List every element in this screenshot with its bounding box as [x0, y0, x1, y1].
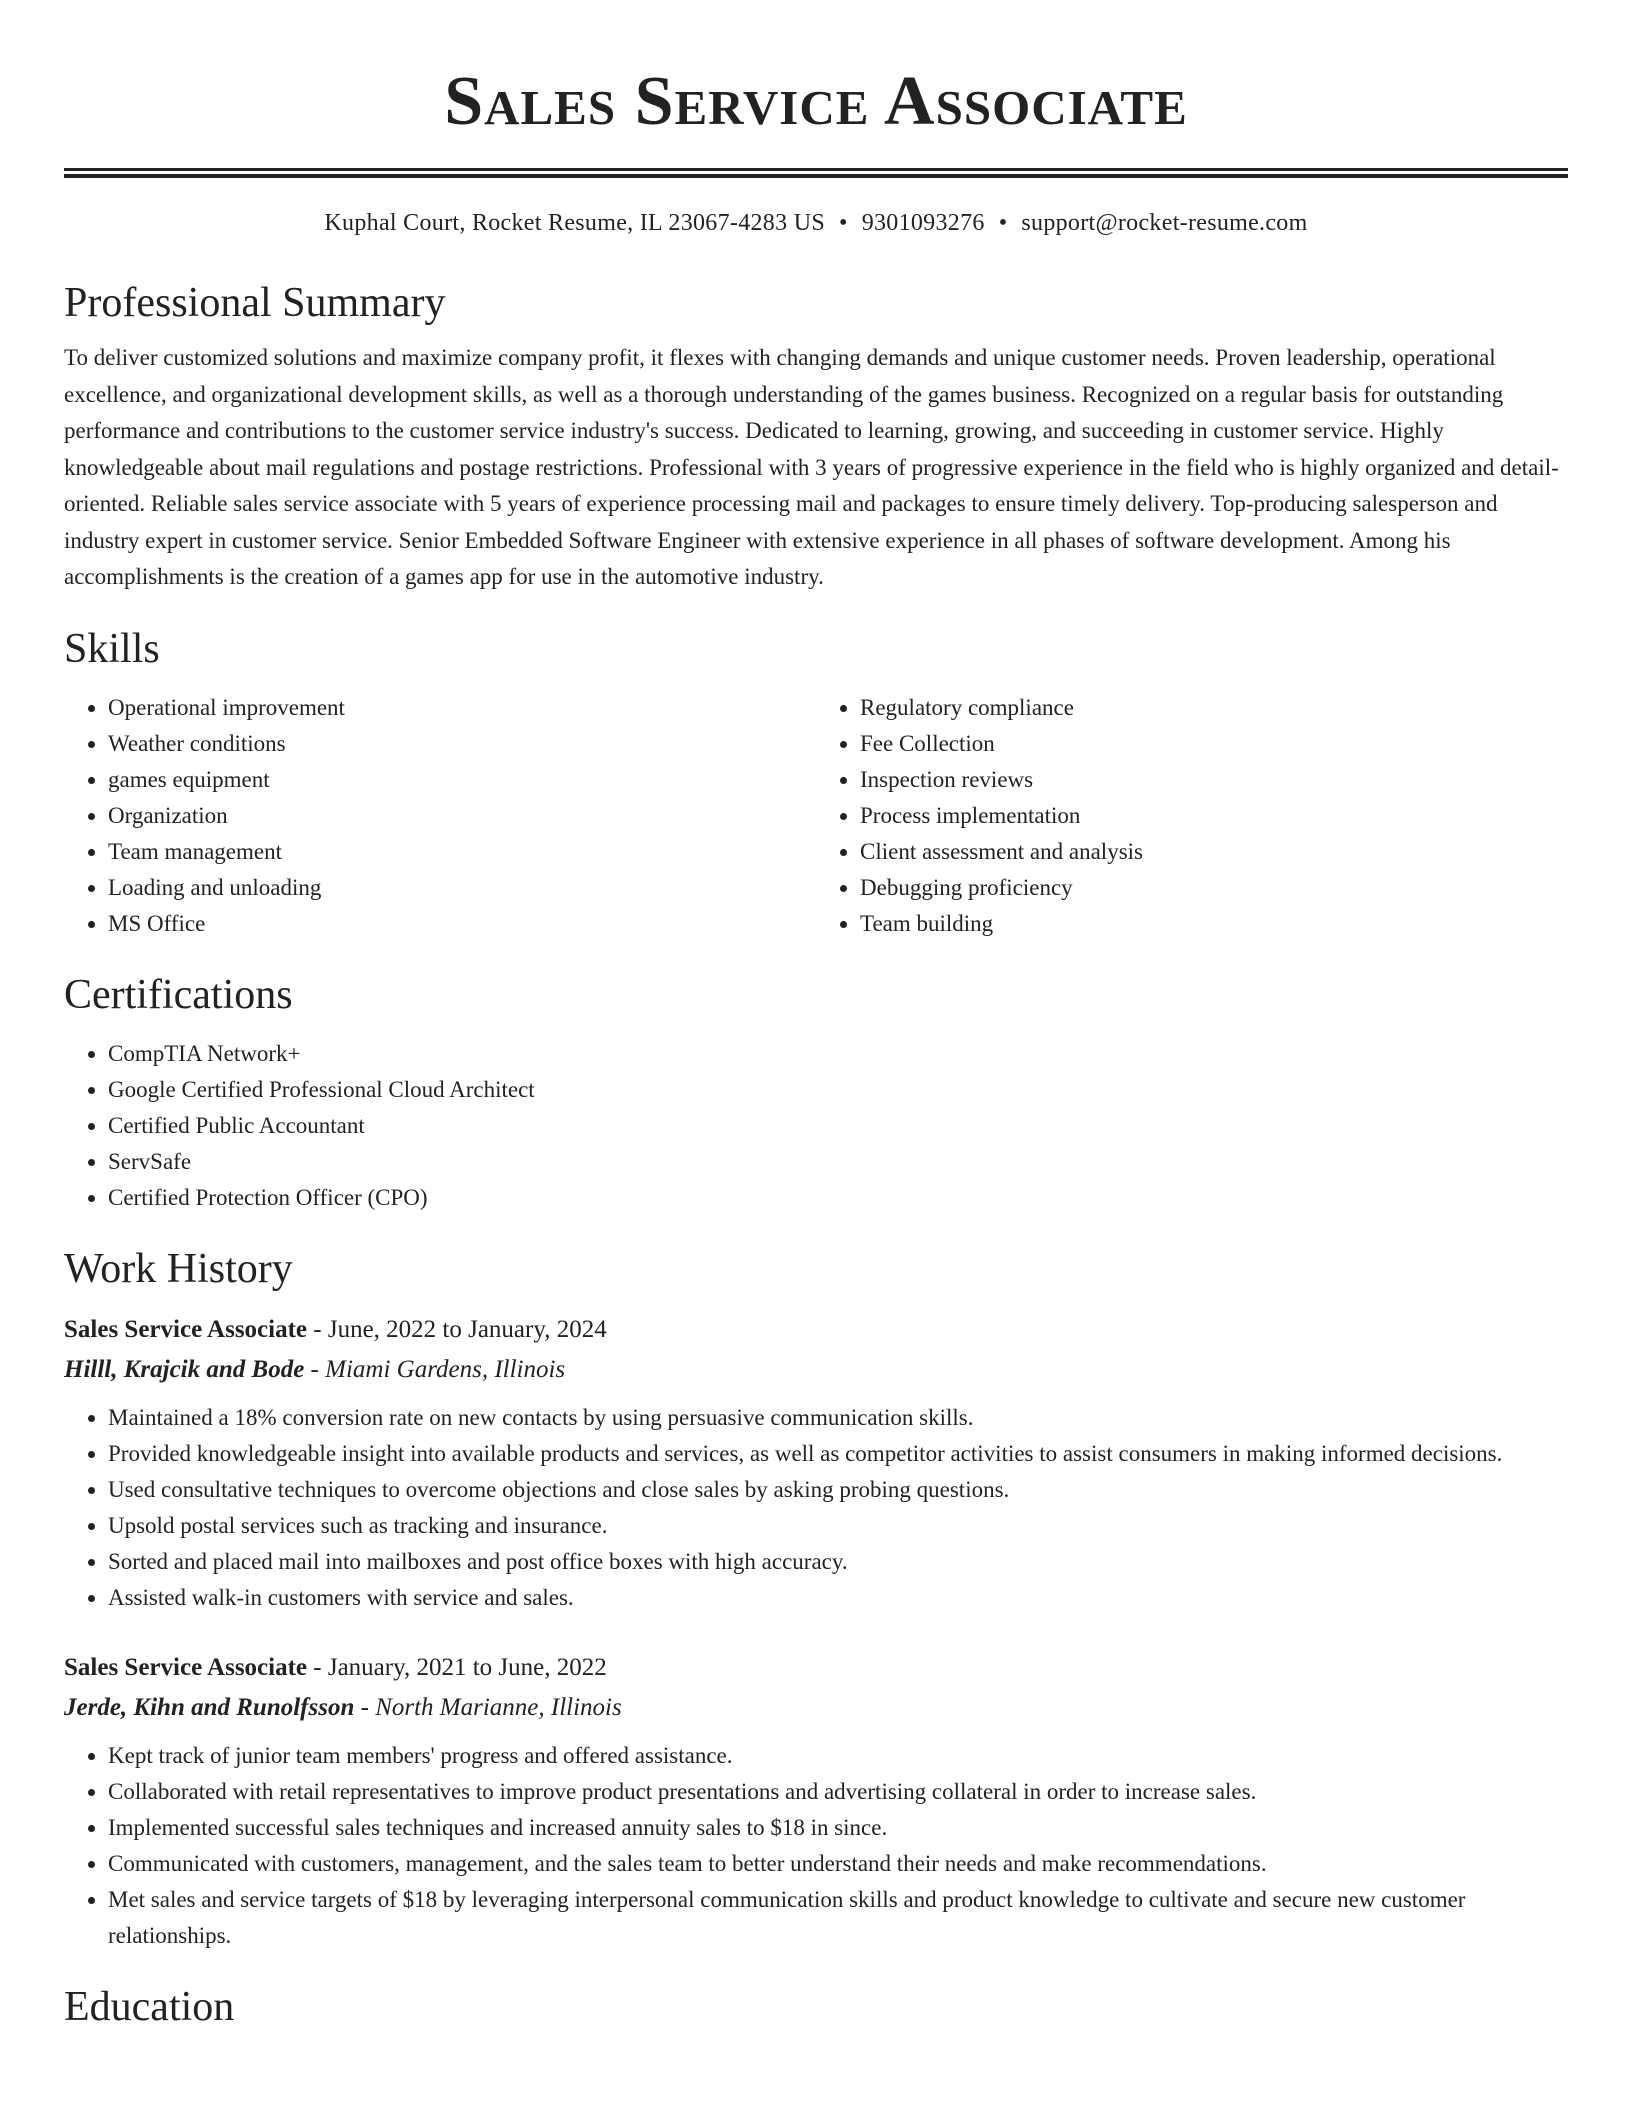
job-bullet: • Kept track of junior team members' progress and offered assistance.	[108, 1738, 1568, 1774]
skill-item: • Client assessment and analysis	[860, 834, 1568, 870]
summary-text: To deliver customized solutions and maximize company profit, it flexes with changing demands and unique customer needs. Proven leadership, operational excellence, and organizational development skills, as well as a thorough understanding of the games business. Recognized on a regular basis for outstanding performance and contributions to the customer service industry's success. Dedicated to learning, growing, and succeeding in customer service. Highly knowledgeable about mail regulations and postage restrictions. Professional with 3 years of progressive experience in the field who is highly organized and detail-oriented. Reliable sales service associate with 5 years of experience processing mail and packages to ensure timely delivery. Top-producing salesperson and industry expert in customer service. Senior Embedded Software Engineer with extensive experience in all phases of software development. Among his accomplishments is the creation of a games app for use in the automotive industry.	[64, 345, 1559, 589]
skill-item: • Team management	[108, 834, 816, 870]
skill-item: • games equipment	[108, 762, 816, 798]
job-bullet: • Met sales and service targets of $18 by leveraging interpersonal communication skills and product knowledge to cultivate and secure new customer relationships.	[108, 1882, 1568, 1954]
job-bullet: • Provided knowledgeable insight into available products and services, as well as competitor activities to assist consumers in making informed decisions.	[108, 1436, 1568, 1472]
certifications-list	[64, 1036, 1568, 1216]
job-bullets	[64, 1738, 1568, 1954]
skills-list-right	[816, 690, 1568, 942]
job-company-line	[64, 1350, 1568, 1390]
job-company: Jerde, Kihn and Runolfsson	[64, 1693, 355, 1721]
job-title: Sales Service Associate	[64, 1315, 308, 1343]
summary-heading: Professional Summary	[64, 280, 446, 326]
job-bullet: • Upsold postal services such as tracking and insurance.	[108, 1508, 1568, 1544]
job-company: Hilll, Krajcik and Bode	[64, 1355, 305, 1383]
skill-item: • Team building	[860, 906, 1568, 942]
skill-item: • Operational improvement	[108, 690, 816, 726]
education-heading: Education	[64, 1983, 235, 2030]
certification-item: • Google Certified Professional Cloud Architect	[108, 1072, 1568, 1108]
job-title: Sales Service Associate	[64, 1653, 308, 1681]
certification-item: • CompTIA Network+	[108, 1036, 1568, 1072]
page-title: Sales Service Associate	[444, 63, 1188, 140]
contact-line	[64, 208, 1568, 238]
contact-phone: 9301093276	[861, 210, 985, 236]
job-dates: - June, 2022 to January, 2024	[307, 1315, 607, 1343]
contact-separator: •	[998, 210, 1008, 236]
skill-item: • Process implementation	[860, 798, 1568, 834]
job-bullet: • Communicated with customers, management, and the sales team to better understand their needs and make recommendations.	[108, 1846, 1568, 1882]
job-bullet: • Implemented successful sales techniques and increased annuity sales to $18 in since.	[108, 1810, 1568, 1846]
contact-email: support@rocket-resume.com	[1021, 210, 1308, 236]
skill-item: • Regulatory compliance	[860, 690, 1568, 726]
skills-list-left	[64, 690, 816, 942]
skills-grid	[64, 690, 1568, 942]
job-entry	[64, 1310, 1568, 1616]
job-dates: - January, 2021 to June, 2022	[307, 1653, 607, 1681]
contact-separator: •	[838, 210, 848, 236]
skill-item: • Weather conditions	[108, 726, 816, 762]
skill-item: • Organization	[108, 798, 816, 834]
job-bullet: • Used consultative techniques to overcome objections and close sales by asking probing questions.	[108, 1472, 1568, 1508]
skill-item: • Debugging proficiency	[860, 870, 1568, 906]
skill-item: • Loading and unloading	[108, 870, 816, 906]
job-location: - North Marianne, Illinois	[354, 1693, 622, 1721]
job-title-line	[64, 1648, 1568, 1688]
certification-item: • Certified Protection Officer (CPO)	[108, 1180, 1568, 1216]
skill-item: • Fee Collection	[860, 726, 1568, 762]
job-bullet: • Collaborated with retail representatives to improve product presentations and advertising collateral in order to increase sales.	[108, 1774, 1568, 1810]
certifications-heading: Certifications	[64, 971, 293, 1018]
job-title-line	[64, 1310, 1568, 1350]
certification-item: • Certified Public Accountant	[108, 1108, 1568, 1144]
job-bullet: • Assisted walk-in customers with service and sales.	[108, 1580, 1568, 1616]
title-divider	[64, 168, 1568, 178]
contact-address: Kuphal Court, Rocket Resume, IL 23067-4283 US	[324, 210, 825, 236]
job-entry	[64, 1648, 1568, 1954]
skill-item: • MS Office	[108, 906, 816, 942]
certification-item: • ServSafe	[108, 1144, 1568, 1180]
work-history-heading: Work History	[64, 1245, 293, 1292]
job-bullet: • Sorted and placed mail into mailboxes and post office boxes with high accuracy.	[108, 1544, 1568, 1580]
job-location: - Miami Gardens, Illinois	[304, 1355, 566, 1383]
skills-heading: Skills	[64, 625, 160, 672]
job-bullet: • Maintained a 18% conversion rate on new contacts by using persuasive communication skills.	[108, 1400, 1568, 1436]
job-bullets	[64, 1400, 1568, 1616]
job-company-line	[64, 1688, 1568, 1728]
skill-item: • Inspection reviews	[860, 762, 1568, 798]
